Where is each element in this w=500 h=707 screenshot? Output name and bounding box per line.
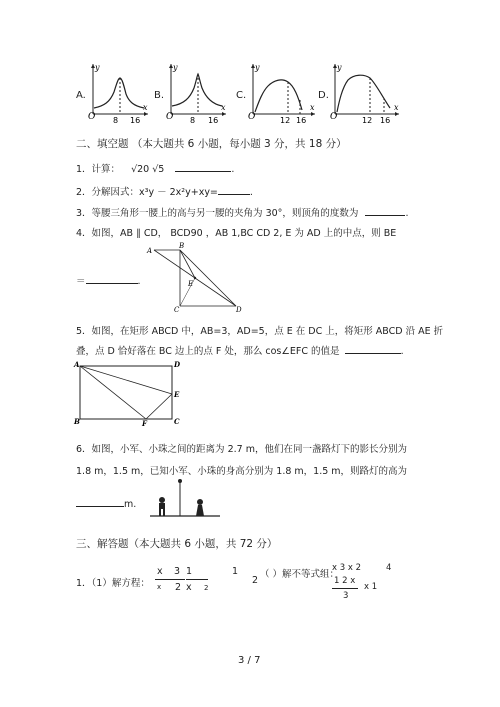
origin-label: O bbox=[88, 112, 96, 122]
point-label-b: B bbox=[74, 417, 80, 426]
graph-c bbox=[248, 62, 318, 125]
point-label-c: C bbox=[174, 417, 180, 426]
answer-blank bbox=[345, 344, 401, 354]
axis-x-label: x bbox=[310, 103, 315, 112]
answer-blank bbox=[86, 274, 138, 284]
ineq-row: x 1 bbox=[364, 582, 378, 592]
tick-label: 16 bbox=[380, 116, 391, 125]
tick-label: 12 bbox=[362, 116, 373, 125]
q5-figure bbox=[74, 360, 182, 426]
point-label-d: D bbox=[174, 360, 181, 369]
origin-label: O bbox=[330, 112, 338, 122]
question-text: 1．计算： bbox=[76, 164, 121, 175]
question-1 bbox=[76, 161, 234, 175]
option-letter-d: D. bbox=[318, 90, 329, 101]
question-text: 2．分解因式：x³y － 2x²y+xy= bbox=[76, 187, 218, 198]
graph-b bbox=[166, 62, 228, 125]
graph-a bbox=[88, 62, 150, 125]
option-letter-b: B. bbox=[154, 90, 165, 101]
question-prefix: 1．（1）解方程： bbox=[76, 578, 150, 589]
unit-text: m. bbox=[124, 499, 137, 510]
point-label-a: A bbox=[74, 360, 80, 369]
page-number: 3 / 7 bbox=[238, 655, 261, 666]
question-4-line1: 4．如图，AB ∥ CD， BCD90 ，AB 1,BC CD 2, E 为 AD 上的中点，则 BE bbox=[76, 228, 397, 239]
part2-label: （ ）解不等式组： bbox=[260, 569, 340, 580]
eq-numerator: 1 bbox=[186, 566, 193, 577]
question-6-line2: 1.8 m，1.5 m，已知小军、小珠的身高分别为 1.8 m，1.5 m，则路灯的高为 bbox=[76, 466, 408, 477]
period: . bbox=[249, 187, 253, 198]
origin-label: O bbox=[248, 112, 256, 122]
eq-rhs: 1 bbox=[232, 566, 239, 577]
axis-x-label: x bbox=[394, 103, 399, 112]
question-5-line2 bbox=[76, 343, 404, 357]
eq-denominator: x bbox=[186, 582, 192, 593]
question-4-line2 bbox=[76, 273, 141, 287]
point-label-d: D bbox=[236, 306, 242, 314]
person-xiaojun bbox=[159, 497, 165, 503]
option-letter-a: A. bbox=[76, 90, 86, 101]
eq-numerator: 3 bbox=[174, 566, 181, 577]
tick-label: 16 bbox=[296, 116, 307, 125]
ineq-row: 4 bbox=[386, 563, 392, 573]
axis-y-label: y bbox=[255, 63, 260, 72]
question-6-line1: 6．如图，小军、小珠之间的距离为 2.7 m，他们在同一盏路灯下的影长分别为 bbox=[76, 444, 407, 455]
fraction-bar bbox=[186, 579, 208, 580]
eq-denominator: x bbox=[157, 583, 162, 591]
axis-y-label: y bbox=[173, 63, 178, 72]
tick-label: 16 bbox=[208, 116, 219, 125]
fraction-bar bbox=[332, 588, 358, 589]
ineq-row: 1 2 x bbox=[334, 576, 356, 586]
section-heading-fill-in: 二、填空题 （本大题共 6 小题，每小题 3 分，共 18 分） bbox=[76, 138, 347, 150]
person-xiaozhu bbox=[197, 499, 203, 505]
question-5-line1: 5．如图，在矩形 ABCD 中，AB=3，AD=5，点 E 在 DC 上，将矩形 ABCD 沿 AE 折 bbox=[76, 326, 444, 337]
axis-x-label: x bbox=[143, 103, 148, 112]
option-letter-c: C. bbox=[236, 90, 247, 101]
graph-d bbox=[330, 62, 402, 125]
answer-blank bbox=[218, 185, 250, 195]
point-label-f: F bbox=[142, 419, 147, 428]
fraction-bar bbox=[155, 579, 185, 580]
equals-sign: ＝ bbox=[76, 276, 86, 287]
answer-blank bbox=[76, 497, 124, 507]
period: . bbox=[231, 164, 235, 175]
math-expression: √20 √5 bbox=[131, 164, 165, 175]
answer-blank bbox=[175, 162, 231, 172]
eq-denominator: 2 bbox=[175, 582, 182, 593]
question-text: 叠，点 D 恰好落在 BC 边上的点 F 处，那么 cos∠EFC 的值是 bbox=[76, 346, 340, 357]
tick-label: 12 bbox=[280, 116, 291, 125]
point-label-b: B bbox=[179, 242, 185, 250]
period: . bbox=[405, 208, 409, 219]
axis-y-label: y bbox=[337, 63, 342, 72]
question-text: 3．等腰三角形一腰上的高与另一腰的夹角为 30°，则顶角的度数为 bbox=[76, 208, 359, 219]
eq-denominator: 2 bbox=[204, 584, 209, 592]
period: . bbox=[137, 276, 141, 287]
eq-numerator: x bbox=[157, 566, 163, 577]
ineq-row: 3 bbox=[343, 591, 349, 601]
point-label-c: C bbox=[174, 306, 180, 314]
question-3 bbox=[76, 205, 408, 219]
tick-label: 8 bbox=[113, 116, 119, 125]
point-label-a: A bbox=[147, 247, 153, 255]
point-label-e: E bbox=[174, 390, 180, 399]
point-label-e: E bbox=[188, 280, 194, 288]
q4-figure bbox=[146, 244, 246, 312]
origin-label: O bbox=[166, 112, 174, 122]
tick-label: 16 bbox=[130, 116, 141, 125]
period: . bbox=[400, 346, 404, 357]
tick-label: 8 bbox=[190, 116, 196, 125]
question-6-answer bbox=[76, 497, 136, 510]
q6-figure bbox=[150, 476, 220, 518]
ineq-row: x 3 x 2 bbox=[332, 563, 361, 573]
eq-rhs: 2 bbox=[252, 575, 259, 586]
axis-y-label: y bbox=[95, 63, 100, 72]
section-heading-solve: 三、解答题（本大题共 6 小题，共 72 分） bbox=[76, 538, 278, 550]
answer-blank bbox=[365, 206, 405, 216]
axis-x-label: x bbox=[221, 103, 226, 112]
question-2 bbox=[76, 184, 253, 198]
